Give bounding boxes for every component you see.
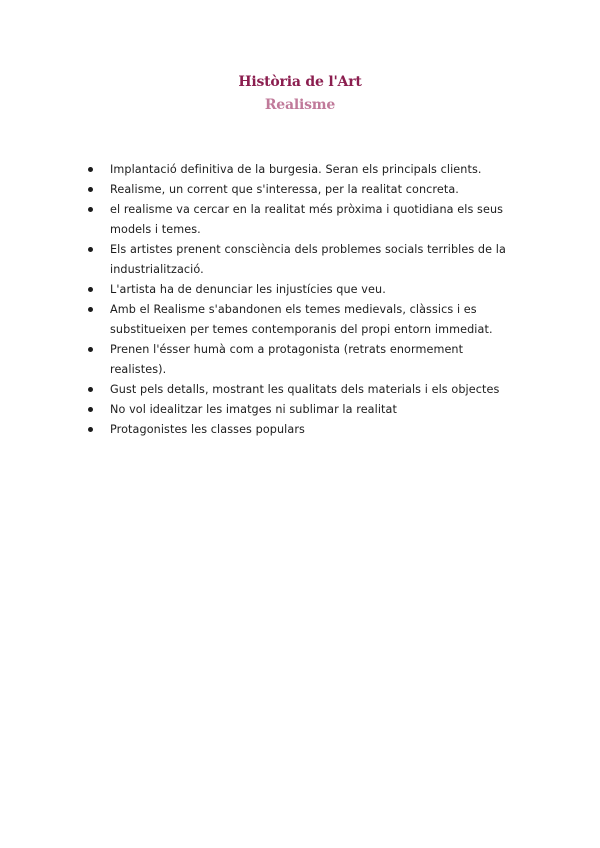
list-item xyxy=(82,420,522,440)
bullet-list xyxy=(82,160,522,440)
list-item xyxy=(82,340,522,380)
list-item-text: Implantació definitiva de la burgesia. Seran els principals clients. xyxy=(110,163,482,176)
bullet-icon xyxy=(88,167,93,172)
list-item xyxy=(82,240,522,280)
list-item xyxy=(82,180,522,200)
document-title: Història de l'Art xyxy=(238,74,362,90)
list-item-text: No vol idealitzar les imatges ni sublimar la realitat xyxy=(110,403,397,416)
bullet-icon xyxy=(88,427,93,432)
bullet-icon xyxy=(88,207,93,212)
list-item-text: Amb el Realisme s'abandonen els temes medievals, clàssics i es substitueixen per temes contemporanis del propi entorn immediat. xyxy=(110,303,493,336)
bullet-icon xyxy=(88,407,93,412)
list-item-text: Els artistes prenent consciència dels problemes socials terribles de la industrialització. xyxy=(110,243,506,276)
list-item-text: Prenen l'ésser humà com a protagonista (retrats enormement realistes). xyxy=(110,343,464,376)
bullet-icon xyxy=(88,287,93,292)
bullet-icon xyxy=(88,387,93,392)
bullet-icon xyxy=(88,307,93,312)
list-item-text: L'artista ha de denunciar les injustícies que veu. xyxy=(110,283,386,296)
list-item xyxy=(82,400,522,420)
list-item xyxy=(82,380,522,400)
list-item xyxy=(82,160,522,180)
list-item xyxy=(82,280,522,300)
list-item-text: Gust pels detalls, mostrant les qualitats dels materials i els objectes xyxy=(110,383,500,396)
list-item xyxy=(82,200,522,240)
list-item-text: Realisme, un corrent que s'interessa, per la realitat concreta. xyxy=(110,183,459,196)
bullet-icon xyxy=(88,347,93,352)
list-item-text: el realisme va cercar en la realitat més pròxima i quotidiana els seus models i temes. xyxy=(110,203,504,236)
document-subtitle: Realisme xyxy=(264,97,336,113)
list-item-text: Protagonistes les classes populars xyxy=(110,423,305,436)
bullet-icon xyxy=(88,187,93,192)
bullet-icon xyxy=(88,247,93,252)
list-item xyxy=(82,300,522,340)
